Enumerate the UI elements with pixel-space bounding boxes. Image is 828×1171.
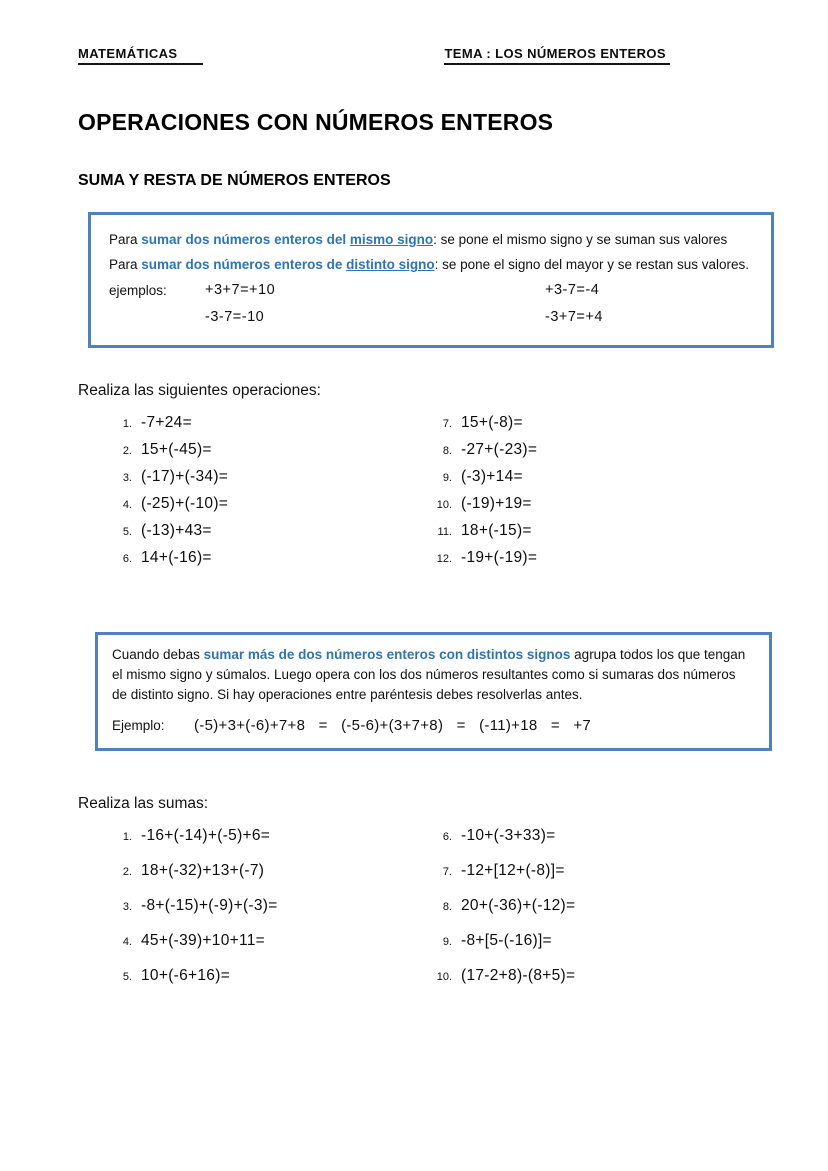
item-number: 1.	[122, 418, 132, 430]
item-number: 10.	[436, 971, 452, 983]
exercise-item	[426, 495, 772, 522]
exercise1-column-right	[426, 414, 772, 576]
rule1-post: : se pone el mismo signo y se suman sus valores	[433, 232, 728, 247]
item-number: 7.	[442, 418, 452, 430]
examples-row-2	[109, 304, 755, 331]
item-expression: (-3)+14=	[461, 468, 523, 485]
rule3-highlight: sumar más de dos números enteros con distintos signos	[203, 647, 571, 662]
example-row	[112, 717, 753, 734]
exercise2-list	[78, 827, 772, 1002]
exercise2-column-right	[426, 827, 772, 1002]
rule-paragraph	[112, 645, 753, 705]
rule2-post: : se pone el signo del mayor y se restan sus valores.	[434, 257, 750, 272]
item-number: 4.	[122, 936, 132, 948]
item-number: 12.	[436, 553, 452, 565]
item-expression: (-25)+(-10)=	[141, 495, 229, 512]
exercise1-intro: Realiza las siguientes operaciones:	[78, 382, 321, 399]
rule2-underlined-term: distinto signo	[346, 257, 435, 272]
exercise-item	[106, 495, 426, 522]
page-title: OPERACIONES CON NÚMEROS ENTEROS	[78, 109, 554, 135]
header-subject: MATEMÁTICAS	[78, 46, 203, 65]
item-expression: -8+[5-(-16)]=	[461, 932, 552, 949]
item-number: 8.	[442, 901, 452, 913]
exercise-item	[426, 967, 772, 1002]
item-number: 10.	[436, 499, 452, 511]
item-number: 9.	[442, 936, 452, 948]
exercise1-list	[78, 414, 772, 576]
item-number: 11.	[437, 526, 452, 538]
exercise-item	[426, 827, 772, 862]
exercise2-column-left	[78, 827, 426, 1002]
exercise2-intro: Realiza las sumas:	[78, 795, 209, 812]
rule1-underlined-term: mismo signo	[349, 232, 434, 247]
item-number: 9.	[442, 472, 452, 484]
rule3-post: agrupa todos los que tengan el mismo signo y súmalos. Luego opera con los dos números resultantes como si sumaras dos números de distinto signo. Si hay operaciones entre paréntesis debes resolverlas antes.	[112, 647, 746, 702]
item-expression: (-13)+43=	[141, 522, 212, 539]
rule1-pre: Para	[109, 232, 142, 247]
item-number: 1.	[122, 831, 132, 843]
item-expression: (17-2+8)-(8+5)=	[461, 967, 576, 984]
exercise-item	[426, 932, 772, 967]
rule-box-multiple-addends	[95, 632, 772, 751]
exercise-item	[106, 897, 426, 932]
exercise-item	[426, 522, 772, 549]
exercise-item	[106, 827, 426, 862]
rule-box-sum-resta	[88, 212, 774, 348]
item-expression: 20+(-36)+(-12)=	[461, 897, 576, 914]
exercise-item	[106, 522, 426, 549]
item-expression: (-17)+(-34)=	[141, 468, 229, 485]
item-expression: -10+(-3+33)=	[461, 827, 556, 844]
section-heading: SUMA Y RESTA DE NÚMEROS ENTEROS	[78, 172, 391, 189]
item-expression: 15+(-45)=	[141, 441, 212, 458]
item-expression: 14+(-16)=	[141, 549, 212, 566]
rule-line-different-sign	[109, 252, 755, 277]
item-expression: -7+24=	[141, 414, 192, 431]
example-label: Ejemplo:	[112, 718, 165, 733]
rule2-highlight: sumar dos números enteros de	[141, 257, 347, 272]
exercise-item	[106, 967, 426, 1002]
exercise1-column-left	[78, 414, 426, 576]
example-expression: -3+7=+4	[545, 309, 603, 325]
item-number: 2.	[122, 445, 132, 457]
item-number: 4.	[122, 499, 132, 511]
examples-label-spacer	[109, 304, 205, 331]
item-expression: -8+(-15)+(-9)+(-3)=	[141, 897, 278, 914]
exercise-item	[106, 468, 426, 495]
item-expression: (-19)+19=	[461, 495, 532, 512]
example-expression: +3+7=+10	[205, 282, 276, 298]
item-number: 6.	[122, 553, 132, 565]
exercise-item	[426, 897, 772, 932]
item-expression: -12+[12+(-8)]=	[461, 862, 565, 879]
item-number: 5.	[122, 971, 132, 983]
rule2-pre: Para	[109, 257, 142, 272]
example-expression: +3-7=-4	[545, 282, 600, 298]
item-expression: 15+(-8)=	[461, 414, 523, 431]
item-expression: 10+(-6+16)=	[141, 967, 231, 984]
item-expression: -27+(-23)=	[461, 441, 538, 458]
item-expression: 45+(-39)+10+11=	[141, 932, 266, 949]
exercise-item	[426, 414, 772, 441]
item-number: 8.	[442, 445, 452, 457]
page-header	[78, 46, 670, 65]
examples-label: ejemplos:	[109, 283, 167, 298]
exercise-item	[426, 862, 772, 897]
item-number: 7.	[442, 866, 452, 878]
example-expression: -3-7=-10	[205, 309, 265, 325]
item-number: 5.	[122, 526, 132, 538]
exercise-item	[106, 441, 426, 468]
exercise-item	[106, 549, 426, 576]
exercise-item	[426, 549, 772, 576]
exercise-item	[106, 932, 426, 967]
item-expression: -19+(-19)=	[461, 549, 538, 566]
exercise-item	[106, 862, 426, 897]
exercise-item	[426, 441, 772, 468]
exercise-item	[426, 468, 772, 495]
item-expression: -16+(-14)+(-5)+6=	[141, 827, 271, 844]
item-number: 6.	[442, 831, 452, 843]
exercise-item	[106, 414, 426, 441]
example-expression: (-5)+3+(-6)+7+8 = (-5-6)+(3+7+8) = (-11)+18 = +7	[194, 717, 592, 734]
item-expression: 18+(-15)=	[461, 522, 532, 539]
item-number: 2.	[122, 866, 132, 878]
item-number: 3.	[122, 472, 132, 484]
item-number: 3.	[122, 901, 132, 913]
rule1-highlight: sumar dos números enteros del	[141, 232, 350, 247]
rule3-pre: Cuando debas	[112, 647, 204, 662]
rule-line-same-sign	[109, 227, 755, 252]
header-topic: TEMA : LOS NÚMEROS ENTEROS	[444, 46, 670, 65]
item-expression: 18+(-32)+13+(-7)	[141, 862, 265, 879]
examples-row-1	[109, 277, 755, 304]
